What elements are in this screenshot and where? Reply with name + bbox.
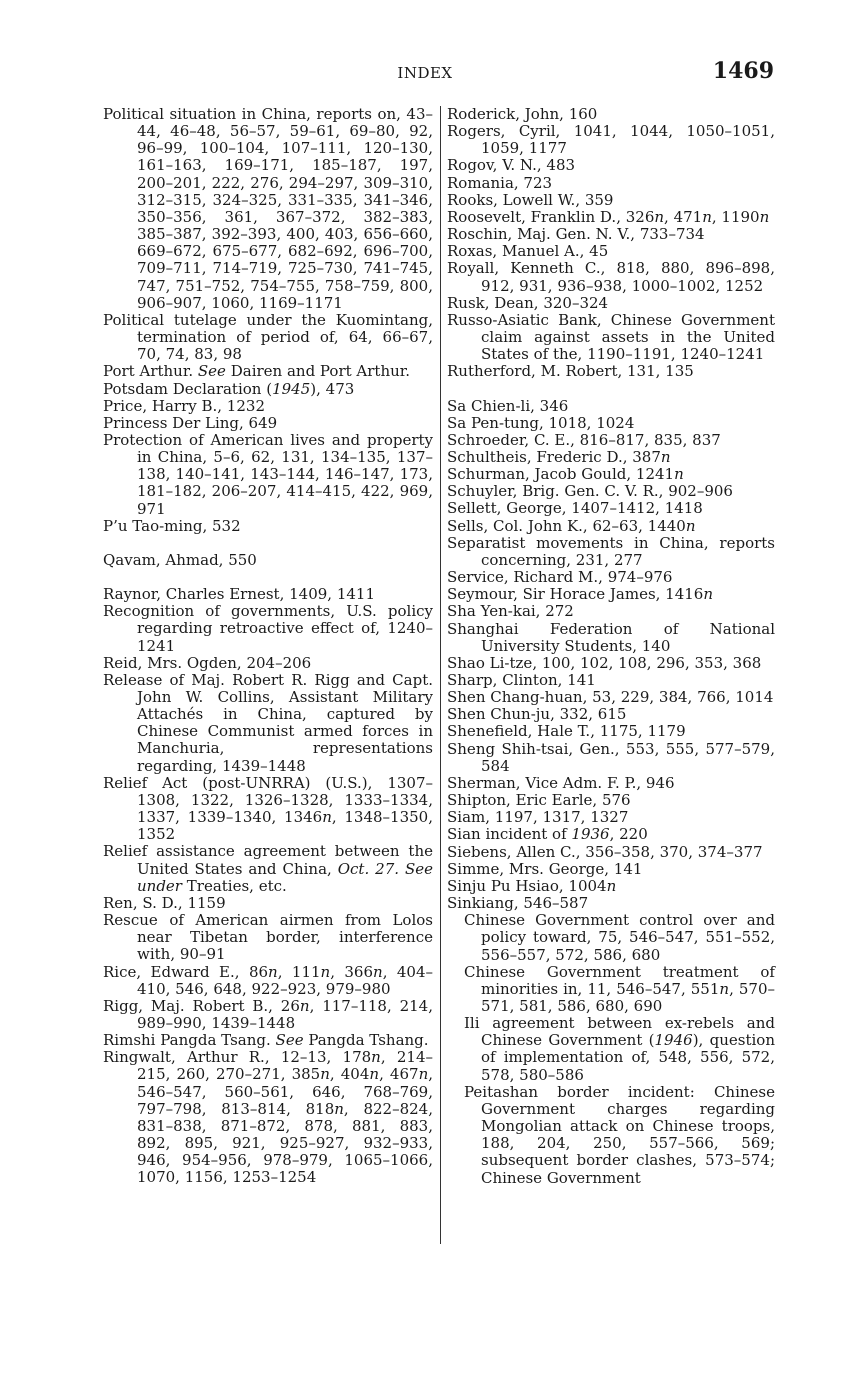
index-entry: Recognition of governments, U.S. policy regarding retroactive effect of, 1240–1241 [103,602,433,655]
index-entry: Princess Der Ling, 649 [103,413,278,432]
index-entry [103,843,433,894]
note-marker: n [759,207,770,226]
note-marker: n [320,962,331,981]
index-entry: Rogers, Cyril, 1041, 1044, 1050–1051, 1059, 1177 [447,122,775,158]
index-entry [103,775,433,844]
index-entry: Roxas, Manuel A., 45 [447,242,609,261]
entry-text: Potsdam Declaration ( [103,379,273,398]
see-reference: Oct. 27. See under [137,859,433,895]
index-entry: Sinkiang, 546–587 [447,894,589,913]
index-entry: Qavam, Ahmad, 550 [103,550,257,569]
index-entry: Siebens, Allen C., 356–358, 370, 374–377 [447,842,763,861]
index-entry: Protection of American lives and property in China, 5–6, 62, 131, 134–135, 137–138, 140–141, 143–144, 146–147, 173, 181–182, 206–207, 414–415, 422, 969, 971 [103,430,433,518]
index-entry [447,586,775,603]
entry-text: Relief assistance agreement between the United States and China, [103,842,433,878]
note-marker: n [719,979,730,998]
entry-text: , 220 [609,825,648,844]
entry-text: , 404 [329,1065,370,1084]
index-entry: Rogov, V. N., 483 [447,156,576,175]
index-entry: Roderick, John, 160 [447,105,598,123]
index-entry [103,964,433,998]
index-entry: Release of Maj. Robert R. Rigg and Capt. John W. Collins, Assistant Military Attachés in China, captured by Chinese Communist armed forces in Manchuria, representations regarding, 1439–1448 [103,670,433,775]
index-entry: Political tutelage under the Kuomintang, termination of period of, 64, 66–67, 70, 74, 83, 98 [103,310,433,364]
index-entry: Shanghai Federation of National University Students, 140 [447,619,775,655]
letter-gap [103,569,433,586]
index-entry: Price, Harry B., 1232 [103,396,265,415]
index-entry [103,1049,433,1186]
entry-text: Chinese Government treatment of minorities in, 11, 546–547, 551 [464,962,775,998]
year-italic: 1946 [654,1031,693,1050]
note-marker: n [334,1099,344,1118]
entry-text: Roosevelt, Franklin D., 326 [447,207,655,226]
note-marker: n [606,876,617,895]
note-marker: n [703,585,714,604]
note-marker: n [418,1065,429,1084]
index-entry: Sharp, Clinton, 141 [447,671,596,689]
entry-text: Ili agreement between ex-rebels and Chinese Government ( [464,1014,775,1050]
entry-text: Rice, Edward E., 86 [103,962,269,981]
index-entry: Roschin, Maj. Gen. N. V., 733–734 [447,225,705,244]
index-entry: Sherman, Vice Adm. F. P., 946 [447,773,675,792]
entry-text: Schultheis, Frederic D., 387 [447,447,661,466]
entry-text: , 822–824, 831–838, 871–872, 878, 881, 883, 892, 895, 921, 925–927, 932–933, 946, 954–956, 978–979, 1065–1066, 1070, 1156, 1253–1254 [137,1099,433,1187]
entry-text: , 546–547, 560–561, 646, 768–769, 797–798, 813–814, 818 [137,1065,434,1118]
index-entry: Shao Li-tze, 100, 102, 108, 296, 353, 368 [447,653,762,672]
index-subentry: Peitashan border incident: Chinese Government charges regarding Mongolian attack on Chinese troops, 188, 204, 250, 557–566, 569; subsequent border clashes, 573–574; Chinese Government [464,1082,775,1187]
index-entry: Shen Chang-huan, 53, 229, 384, 766, 1014 [447,688,774,707]
index-entry: Sheng Shih-tsai, Gen., 553, 555, 577–579, 584 [447,739,775,775]
entry-text: ), 473 [310,379,355,398]
index-entry: Rescue of American airmen from Lolos near Tibetan border, interference with, 90–91 [103,911,433,964]
index-entry [103,1032,433,1049]
entry-text: Sells, Col. John K., 62–63, 1440 [447,516,686,535]
entry-text: , 471 [664,207,703,226]
index-entry: Simme, Mrs. George, 141 [447,859,643,878]
entry-text: Relief Act (post-UNRRA) (U.S.), 1307–1308, 1322, 1326–1328, 1333–1334, 1337, 1339–1340, 1346 [103,773,433,827]
index-entry: Romania, 723 [447,173,553,192]
entry-text: Rigg, Maj. Robert B., 26 [103,996,300,1015]
index-column-left [103,106,433,1187]
entry-text: Sinju Pu Hsiao, 1004 [447,876,607,895]
entry-text: Sian incident of [447,825,567,844]
index-entry: Rusk, Dean, 320–324 [447,293,609,312]
index-entry: Rutherford, M. Robert, 131, 135 [447,362,694,381]
entry-text: Port Arthur. [103,362,194,381]
index-entry [103,381,433,398]
note-marker: n [268,962,278,981]
note-marker: n [373,962,383,981]
note-marker: n [674,465,684,484]
index-subentry [447,1015,775,1084]
index-entry: Siam, 1197, 1317, 1327 [447,808,629,827]
see-reference: See [275,1031,304,1050]
year-italic: 1936 [571,825,610,844]
index-entry: P’u Tao-ming, 532 [103,516,241,535]
index-entry: Sellett, George, 1407–1412, 1418 [447,499,703,518]
letter-gap [103,535,433,552]
entry-text: Seymour, Sir Horace James, 1416 [447,585,704,604]
index-entry [447,878,775,895]
note-marker: n [654,207,665,226]
note-marker: n [320,1065,330,1084]
entry-text: Schurman, Jacob Gould, 1241 [447,465,675,484]
note-marker: n [369,1065,380,1084]
entry-text: Pangda Tshang. [308,1031,429,1050]
entry-text: , 117–118, 214, 989–990, 1439–1448 [137,996,433,1032]
note-marker: n [322,808,332,827]
index-entry: Schroeder, C. E., 816–817, 835, 837 [447,430,721,449]
entry-text: , 1348–1350, 1352 [137,808,433,844]
index-entry [447,466,775,483]
index-subentry: Chinese Government control over and policy toward, 75, 546–547, 551–552, 556–557, 572, 586, 680 [464,911,775,964]
index-entry [447,518,775,535]
index-entry: Shipton, Eric Earle, 576 [447,791,631,810]
index-entry: Sa Chien-li, 346 [447,396,569,415]
index-column-right [447,106,775,1187]
index-entry: Sa Pen-tung, 1018, 1024 [447,413,635,432]
index-entry [447,826,775,843]
entry-text: , 366 [330,962,374,981]
index-entry: Russo-Asiatic Bank, Chinese Government claim against assets in the United States of the, 1190–1191, 1240–1241 [447,310,775,364]
index-entry: Separatist movements in China, reports concerning, 231, 277 [447,533,775,569]
entry-text: , 1190 [711,207,760,226]
index-entry: Sha Yen-kai, 272 [447,602,574,621]
entry-text: Dairen and Port Arthur. [230,362,411,381]
index-entry: Rooks, Lowell W., 359 [447,190,614,209]
entry-text: , 111 [277,962,321,981]
entry-text: , 214–215, 260, 270–271, 385 [137,1048,433,1084]
running-header-title: INDEX [397,64,453,82]
index-entry [103,363,433,380]
index-entry [447,449,775,466]
entry-text: Treaties, etc. [186,876,287,895]
index-entry: Raynor, Charles Ernest, 1409, 1411 [103,585,375,604]
letter-gap [447,381,775,398]
index-entry: Reid, Mrs. Ogden, 204–206 [103,653,312,672]
note-marker: n [299,996,310,1015]
column-divider [440,106,441,1244]
index-entry: Shen Chun-ju, 332, 615 [447,705,627,724]
index-entry: Schuyler, Brig. Gen. C. V. R., 902–906 [447,482,733,501]
note-marker: n [660,447,671,466]
entry-text: ), question of implementation of, 548, 556, 572, 578, 580–586 [481,1031,775,1084]
entry-text: , 404–410, 546, 648, 922–923, 979–980 [137,962,433,998]
index-entry: Political situation in China, reports on, 43–44, 46–48, 56–57, 59–61, 69–80, 92, 96–99, 100–104, 107–111, 120–130, 161–163, 169–171, 185–187, 197, 200–201, 222, 276, 294–297, 309–310, 312–315, 324–325, 331–335, 341–346, 350–356, 361, 367–372, 382–383, 385–387, 392–393, 400, 403, 656–660, 669–672, 675–677, 682–692, 696–700, 709–711, 714–719, 725–730, 741–745, 747, 751–752, 754–755, 758–759, 800, 906–907, 1060, 1169–1171 [103,105,433,312]
year-italic: 1945 [272,379,311,398]
note-marker: n [371,1048,381,1067]
index-subentry [447,964,775,1015]
index-entry: Ren, S. D., 1159 [103,893,226,912]
index-entry: Shenefield, Hale T., 1175, 1179 [447,722,686,741]
index-entry [447,209,775,226]
see-reference: See [197,362,226,381]
entry-text: Ringwalt, Arthur R., 12–13, 178 [103,1048,372,1067]
entry-text: , 570–571, 581, 586, 680, 690 [481,979,775,1015]
index-entry: Service, Richard M., 974–976 [447,568,673,587]
page-number: 1469 [712,58,774,84]
entry-text: , 467 [379,1065,419,1084]
note-marker: n [702,207,712,226]
entry-text: Rimshi Pangda Tsang. [103,1031,271,1050]
note-marker: n [685,516,696,535]
index-entry [103,998,433,1032]
index-entry: Royall, Kenneth C., 818, 880, 896–898, 912, 931, 936–938, 1000–1002, 1252 [447,259,775,295]
